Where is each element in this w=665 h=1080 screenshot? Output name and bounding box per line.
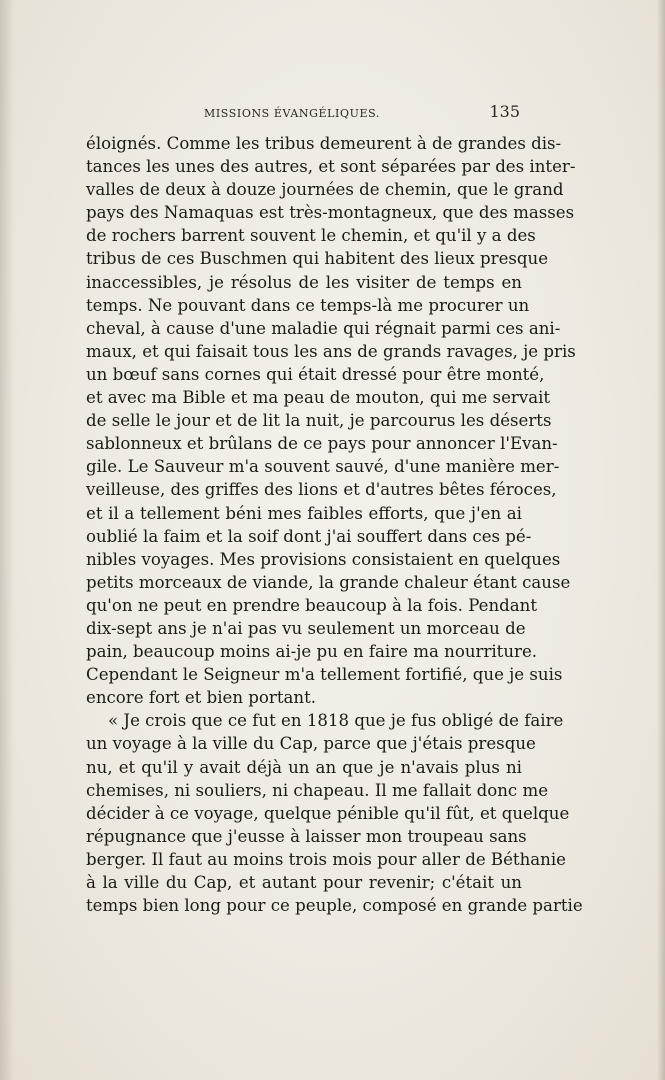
text-line: répugnance que j'eusse à laisser mon troupeau sans (86, 826, 527, 846)
text-line: temps. Ne pouvant dans ce temps-là me procurer un (86, 295, 530, 315)
text-line: de rochers barrent souvent le chemin, et qu'il y a des (86, 226, 536, 246)
running-head (86, 102, 520, 124)
text-line: oublié la faim et la soif dont j'ai souffert dans ces pé- (86, 526, 532, 546)
text-line: sablonneux et brûlans de ce pays pour annoncer l'Evan- (86, 434, 558, 454)
paragraph-start-line: « Je crois que ce fut en 1818 que je fus obligé de faire (108, 711, 564, 731)
text-line: et il a tellement béni mes faibles efforts, que j'en ai (86, 503, 522, 523)
text-line: de selle le jour et de lit la nuit, je parcourus les déserts (86, 411, 552, 431)
text-line: tribus de ces Buschmen qui habitent des lieux presque (86, 249, 549, 269)
text-line: nibles voyages. Mes provisions consistaient en quelques (86, 549, 561, 569)
text-line: gile. Le Sauveur m'a souvent sauvé, d'une manière mer- (86, 457, 560, 477)
text-line: temps bien long pour ce peuple, composé en grande partie (86, 896, 583, 916)
text-line: à la ville du Cap, et autant pour revenir; c'était un (86, 873, 522, 892)
paragraph-end-line: encore fort et bien portant. (86, 688, 317, 708)
text-line: pays des Namaquas est très-montagneux, que des masses (86, 203, 575, 223)
text-line: inaccessibles, je résolus de les visiter de temps en (86, 272, 522, 292)
running-title: MISSIONS ÉVANGÉLIQUES. (204, 107, 380, 120)
text-line: éloignés. Comme les tribus demeurent à de grandes dis- (86, 134, 562, 153)
text-line: berger. Il faut au moins trois mois pour aller de Béthanie (86, 849, 566, 869)
text-line: maux, et qui faisait tous les ans de grands ravages, je pris (86, 341, 576, 361)
text-line: dix-sept ans je n'ai pas vu seulement un morceau de (86, 618, 526, 638)
text-line: tances les unes des autres, et sont séparées par des inter- (86, 157, 576, 177)
page-number: 135 (489, 102, 520, 121)
text-line: chemises, ni souliers, ni chapeau. Il me fallait donc me (86, 780, 549, 800)
text-line: petits morceaux de viande, la grande chaleur étant cause (86, 572, 571, 592)
text-line: pain, beaucoup moins ai-je pu en faire ma nourriture. (86, 642, 538, 662)
text-line: veilleuse, des griffes des lions et d'autres bêtes féroces, (86, 480, 557, 500)
text-line: Cependant le Seigneur m'a tellement fortifié, que je suis (86, 665, 563, 685)
body-text (86, 132, 583, 917)
text-line: un bœuf sans cornes qui était dressé pour être monté, (86, 364, 545, 384)
text-line: qu'on ne peut en prendre beaucoup à la fois. Pendant (86, 595, 538, 615)
text-line: et avec ma Bible et ma peau de mouton, qui me servait (86, 388, 551, 408)
text-line: valles de deux à douze journées de chemin, que le grand (86, 180, 564, 200)
text-line: cheval, à cause d'une maladie qui régnait parmi ces ani- (86, 318, 561, 338)
text-line: décider à ce voyage, quelque pénible qu'il fût, et quelque (86, 803, 570, 823)
text-line: nu, et qu'il y avait déjà un an que je n'avais plus ni (86, 757, 522, 777)
text-line: un voyage à la ville du Cap, parce que j'étais presque (86, 734, 536, 754)
